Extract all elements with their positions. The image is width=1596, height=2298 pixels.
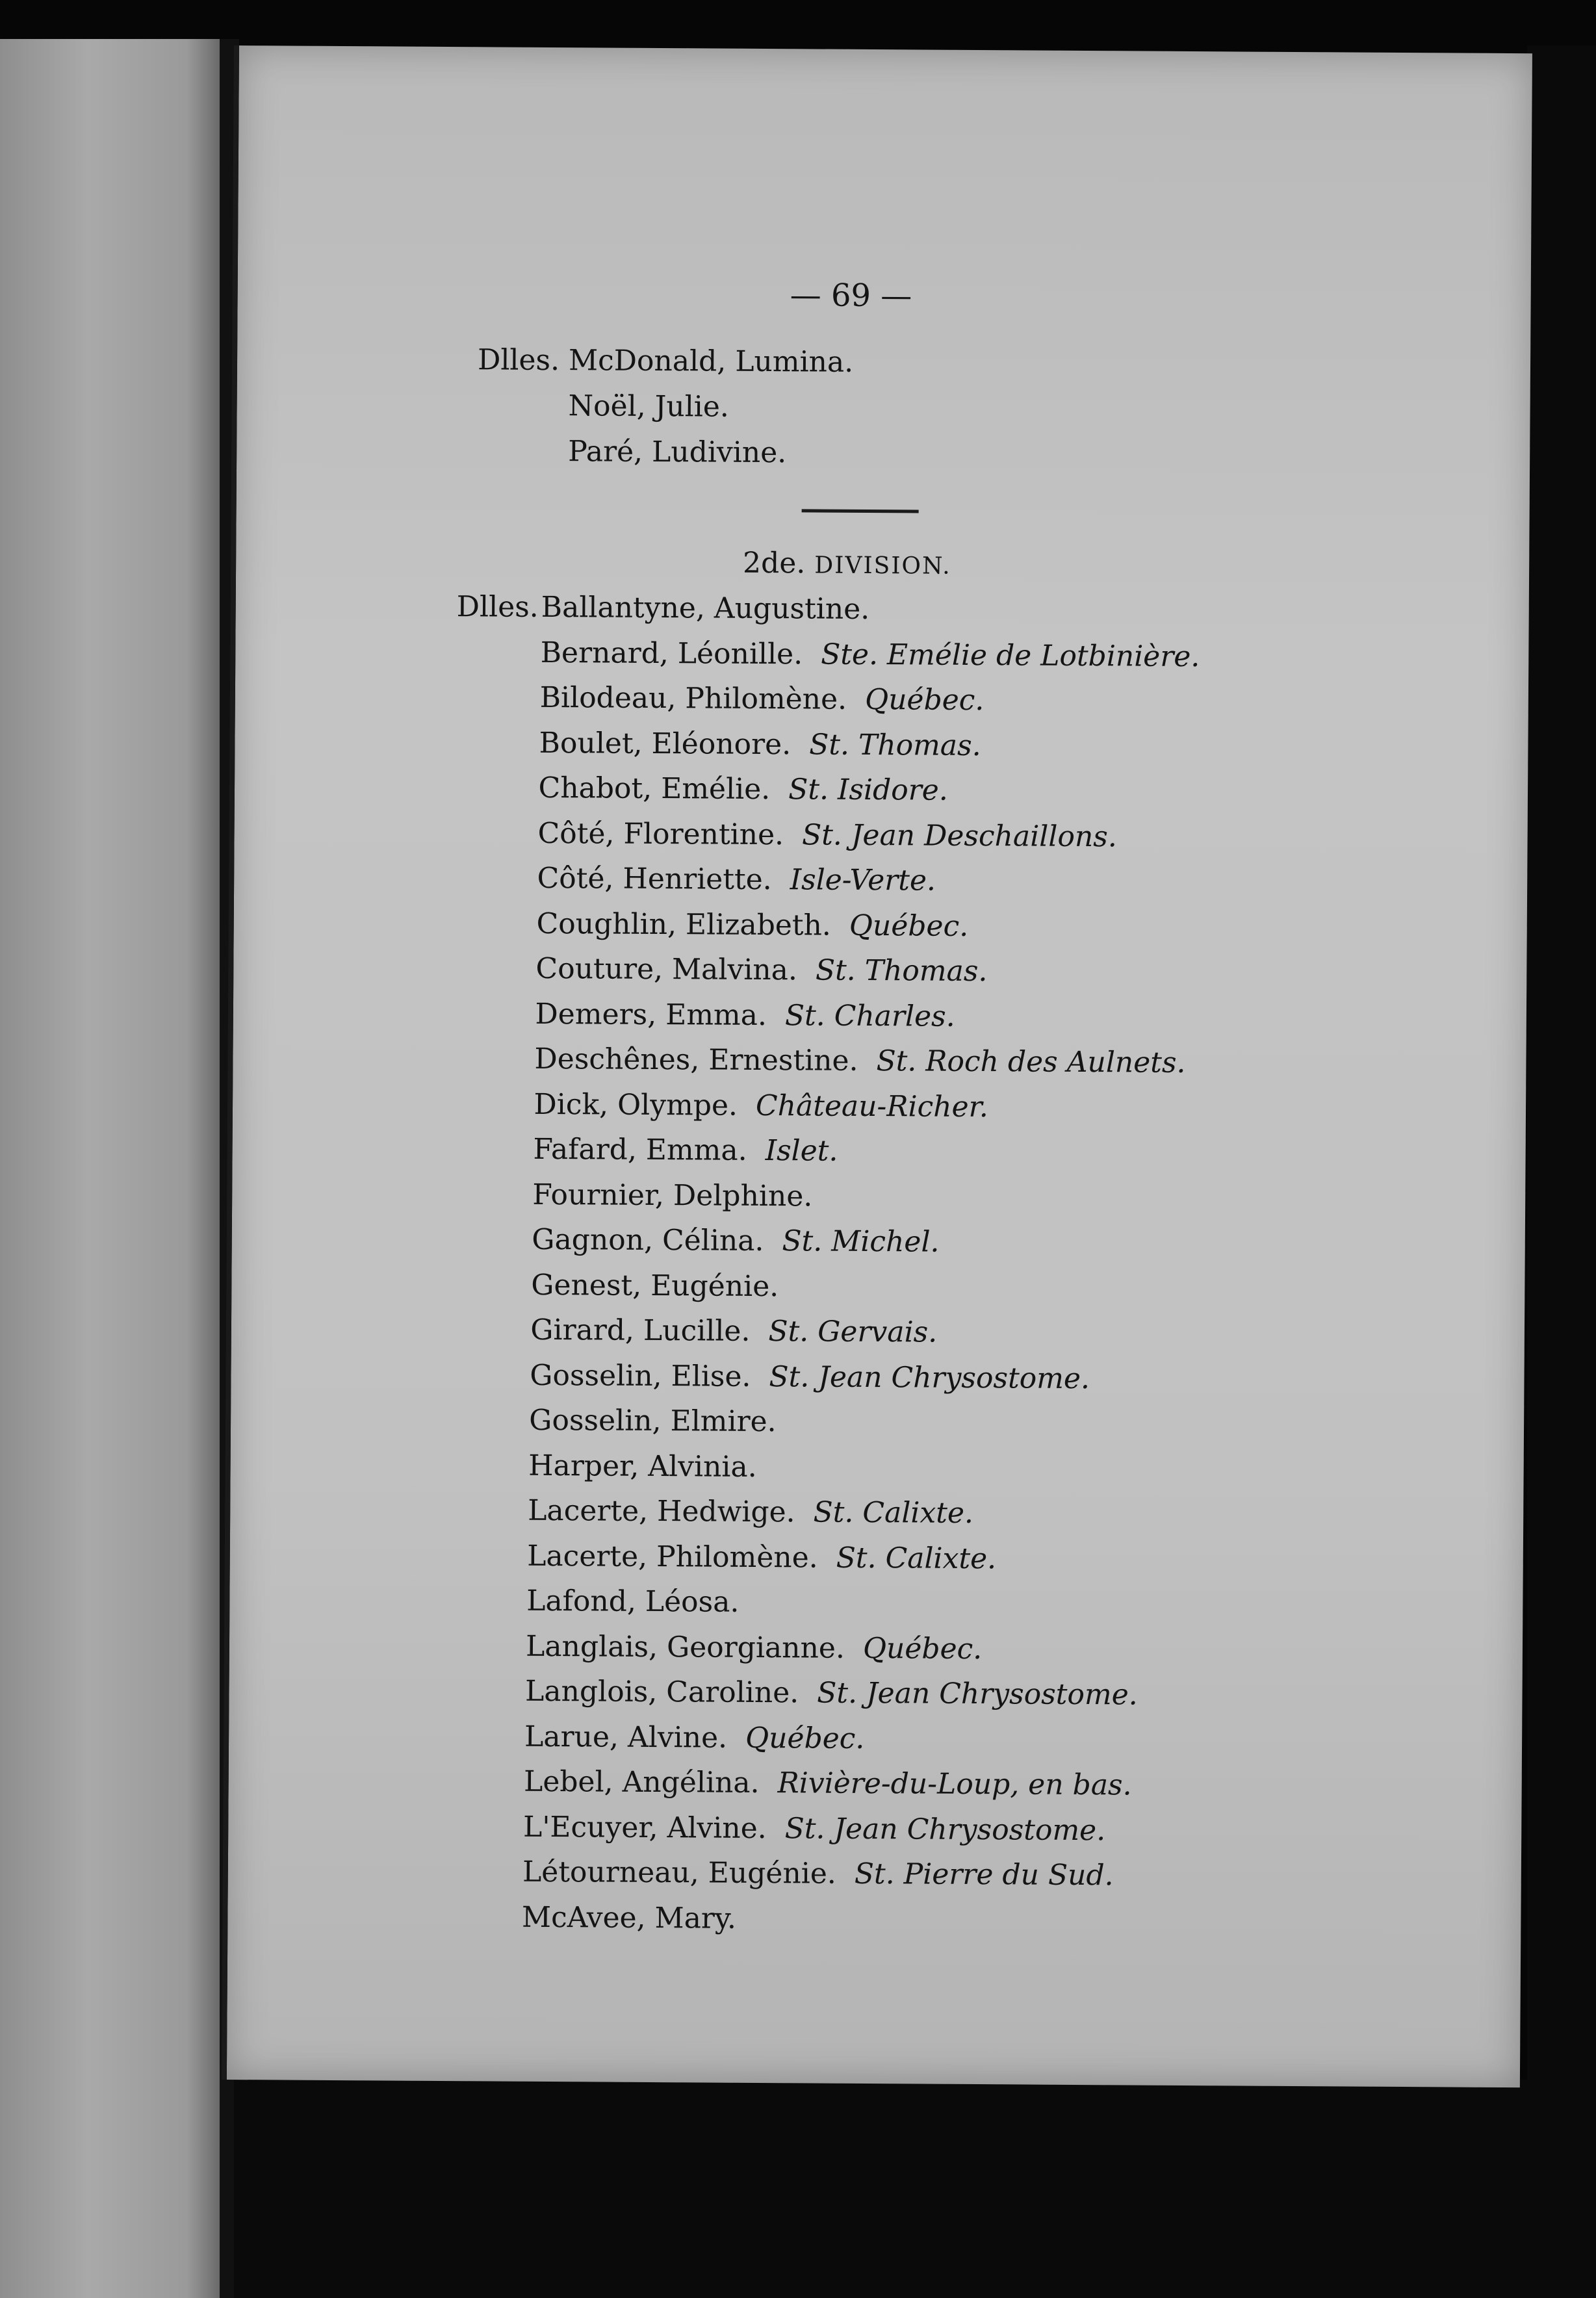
student-place: St. Calixte. [836, 1541, 997, 1575]
list-item [528, 1493, 974, 1530]
student-name: Couture, Malvina. [535, 951, 798, 987]
student-name: Genest, Eugénie. [531, 1268, 779, 1303]
list-item [541, 590, 870, 626]
list-item [524, 1722, 865, 1753]
list-item [522, 1810, 1106, 1847]
student-name: Fournier, Delphine. [532, 1178, 813, 1213]
student-name: Bilodeau, Philomène. [539, 680, 847, 716]
student-name: Lacerte, Philomène. [527, 1539, 818, 1575]
student-name: Ballantyne, Augustine. [541, 590, 870, 626]
student-name: Demers, Emma. [535, 997, 767, 1032]
list-item [536, 907, 969, 943]
list-item [525, 1629, 983, 1666]
list-item [529, 1403, 777, 1439]
student-place: St. Michel. [782, 1224, 940, 1259]
top-entry-name: McDonald, Lumina. [568, 344, 854, 379]
right-scan-edge [1527, 45, 1596, 2298]
student-place: Ste. Emélie de Lotbinière. [821, 638, 1200, 673]
list-item [526, 1584, 740, 1619]
list-item [521, 1900, 737, 1935]
division-label: DIVISION. [814, 552, 951, 580]
student-name: McAvee, Mary. [521, 1900, 737, 1935]
section-divider-rule [802, 509, 919, 513]
student-name: Gagnon, Célina. [532, 1222, 764, 1258]
list-item [532, 1180, 812, 1211]
top-list-prefix: Dlles. [477, 343, 560, 378]
student-name: Langlois, Caroline. [524, 1674, 799, 1710]
student-place: St. Thomas. [809, 727, 981, 762]
student-name: Gosselin, Elise. [530, 1358, 751, 1393]
student-name: Fafard, Emma. [533, 1132, 747, 1167]
list-item [533, 1132, 838, 1168]
student-name: Lafond, Léosa. [526, 1584, 740, 1619]
list-item [524, 1674, 1138, 1712]
student-name: Côté, Florentine. [537, 816, 784, 851]
list-item [528, 1449, 757, 1484]
list-item [532, 1222, 940, 1259]
student-place: Château-Richer. [755, 1089, 988, 1124]
student-place: Québec. [862, 1631, 983, 1666]
list-item [534, 1042, 1186, 1079]
student-place: St. Roch des Aulnets. [876, 1044, 1186, 1079]
student-place: Islet. [765, 1134, 838, 1168]
student-name: L'Ecuyer, Alvine. [522, 1810, 767, 1845]
division-number: 2de. [742, 546, 806, 580]
list-item [534, 1087, 988, 1124]
student-place: St. Calixte. [813, 1495, 974, 1530]
main-list-prefix: Dlles. [456, 590, 539, 624]
top-entry-name: Noël, Julie. [568, 389, 730, 424]
page-number: — 69 — [790, 277, 912, 315]
list-item [537, 816, 1117, 853]
list-item [539, 680, 985, 717]
student-name: Létourneau, Eugénie. [522, 1855, 837, 1891]
list-item [535, 951, 988, 988]
list-item [539, 726, 981, 762]
top-entry-name: Paré, Ludivine. [568, 435, 787, 470]
student-name: Larue, Alvine. [524, 1720, 728, 1755]
student-place: St. Gervais. [768, 1315, 938, 1349]
student-place: St. Jean Chrysostome. [769, 1360, 1090, 1395]
student-place: St. Thomas. [815, 953, 988, 988]
student-place: Québec. [864, 682, 985, 717]
student-place: St. Jean Chrysostome. [784, 1811, 1106, 1847]
list-item [535, 997, 955, 1033]
student-place: St. Jean Deschaillons. [801, 818, 1117, 853]
list-item [522, 1855, 1114, 1892]
student-name: Lebel, Angélina. [523, 1764, 760, 1800]
student-name: Boulet, Eléonore. [539, 726, 792, 761]
list-item [538, 771, 948, 807]
list-item [541, 638, 1200, 671]
student-place: Québec. [745, 1721, 865, 1755]
student-name: Chabot, Emélie. [538, 771, 771, 807]
student-name: Bernard, Léonille. [540, 636, 803, 671]
list-item [531, 1268, 779, 1303]
division-heading [742, 546, 951, 580]
list-item [530, 1313, 938, 1349]
student-name: Côté, Henriette. [537, 861, 772, 897]
student-name: Girard, Lucille. [530, 1313, 751, 1348]
student-name: Harper, Alvinia. [528, 1449, 757, 1484]
bottom-scan-edge [234, 2080, 1534, 2298]
student-place: St. Isidore. [788, 773, 948, 807]
student-name: Dick, Olympe. [534, 1087, 738, 1122]
student-place: Québec. [849, 909, 969, 943]
facing-page-edge [0, 39, 220, 2298]
list-item [537, 861, 936, 897]
student-name: Deschênes, Ernestine. [534, 1042, 858, 1078]
student-place: St. Charles. [784, 998, 955, 1033]
student-name: Lacerte, Hedwige. [528, 1493, 795, 1529]
list-item [530, 1358, 1090, 1395]
student-name: Coughlin, Elizabeth. [536, 907, 832, 942]
book-page [222, 45, 1532, 2087]
student-name: Gosselin, Elmire. [529, 1403, 777, 1439]
student-place: St. Pierre du Sud. [854, 1857, 1114, 1892]
student-place: Isle-Verte. [790, 863, 936, 897]
list-item [527, 1539, 997, 1575]
student-place: Rivière-du-Loup, en bas. [777, 1766, 1132, 1802]
list-item [523, 1764, 1132, 1802]
student-place: St. Jean Chrysostome. [817, 1676, 1138, 1712]
student-name: Langlais, Georgianne. [525, 1629, 845, 1665]
